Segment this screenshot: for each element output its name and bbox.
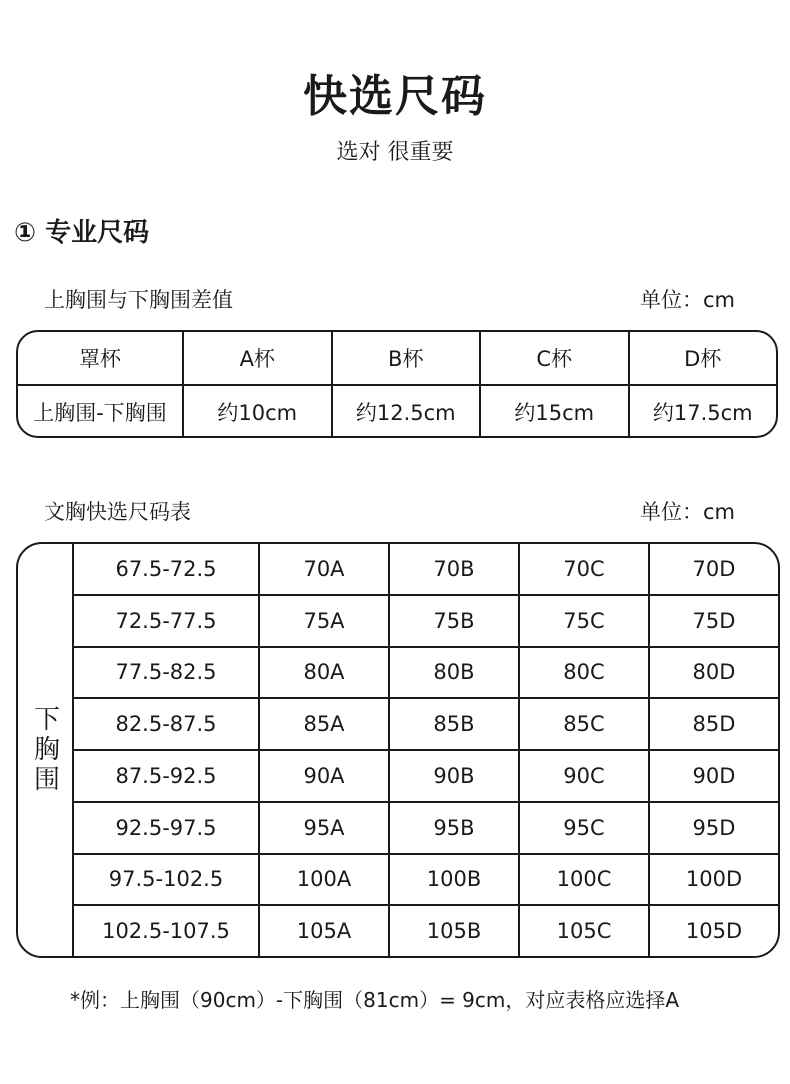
- section-title: ① 专业尺码: [14, 218, 150, 248]
- side-header-label: 下胸围: [29, 705, 60, 795]
- size-cell: 75A: [258, 596, 388, 646]
- range-cell: 87.5-92.5: [115, 763, 217, 788]
- header-cell: A杯: [182, 332, 331, 384]
- size-cell: 90C: [518, 751, 648, 801]
- table-cell: 约12.5cm: [331, 386, 480, 438]
- size-table-label: 文胸快选尺码表: [44, 500, 191, 524]
- size-cell: 100A: [258, 855, 388, 905]
- table-cell: 约10cm: [182, 386, 331, 438]
- size-cell: 105A: [258, 906, 388, 956]
- table-row: [74, 853, 778, 905]
- range-cell: 67.5-72.5: [115, 556, 217, 581]
- size-cell: 100C: [518, 855, 648, 905]
- size-cell: 95C: [518, 803, 648, 853]
- size-cell: 90B: [388, 751, 518, 801]
- size-cell: 105B: [388, 906, 518, 956]
- table-row: [74, 697, 778, 749]
- table-cell: 约15cm: [479, 386, 628, 438]
- size-cell: 70D: [648, 544, 778, 594]
- example-note: *例：上胸围（90cm）-下胸围（81cm）= 9cm，对应表格应选择A: [70, 988, 680, 1012]
- page-subtitle: 选对 很重要: [336, 140, 454, 165]
- table-header-row: [18, 332, 776, 384]
- table-cell: 约17.5cm: [628, 386, 777, 438]
- diff-table-label: 上胸围与下胸围差值: [44, 288, 233, 312]
- range-cell: 82.5-87.5: [115, 712, 217, 737]
- table-row: [74, 594, 778, 646]
- size-cell: 90D: [648, 751, 778, 801]
- size-cell: 85D: [648, 699, 778, 749]
- range-cell: 97.5-102.5: [108, 867, 224, 892]
- size-cell: 85A: [258, 699, 388, 749]
- header-cell: D杯: [628, 332, 777, 384]
- range-cell: 102.5-107.5: [102, 919, 230, 944]
- table-row: [74, 544, 778, 594]
- table-row: [74, 801, 778, 853]
- cup-difference-table: [16, 330, 778, 438]
- size-cell: 90A: [258, 751, 388, 801]
- size-cell: 95B: [388, 803, 518, 853]
- diff-table-unit: 单位：cm: [639, 288, 735, 312]
- range-cell: 77.5-82.5: [115, 660, 217, 685]
- side-header: [18, 544, 74, 956]
- size-grid: [74, 544, 778, 956]
- range-cell: 72.5-77.5: [115, 608, 217, 633]
- header-cell: C杯: [479, 332, 628, 384]
- size-cell: 70A: [258, 544, 388, 594]
- header-cell: B杯: [331, 332, 480, 384]
- size-table-unit: 单位：cm: [639, 500, 735, 524]
- size-cell: 95D: [648, 803, 778, 853]
- size-cell: 75B: [388, 596, 518, 646]
- table-row: [74, 904, 778, 956]
- size-cell: 105C: [518, 906, 648, 956]
- size-cell: 75C: [518, 596, 648, 646]
- table-row: [74, 646, 778, 698]
- header-cell: 罩杯: [79, 347, 121, 371]
- size-cell: 85B: [388, 699, 518, 749]
- range-cell: 92.5-97.5: [115, 815, 217, 840]
- page-title: 快选尺码: [303, 71, 487, 122]
- size-cell: 75D: [648, 596, 778, 646]
- size-cell: 100D: [648, 855, 778, 905]
- size-cell: 70C: [518, 544, 648, 594]
- table-row: [74, 749, 778, 801]
- size-chart-table: [16, 542, 780, 958]
- size-cell: 80C: [518, 648, 648, 698]
- size-cell: 70B: [388, 544, 518, 594]
- size-cell: 100B: [388, 855, 518, 905]
- table-row: [18, 384, 776, 438]
- size-cell: 105D: [648, 906, 778, 956]
- size-cell: 80B: [388, 648, 518, 698]
- size-cell: 80D: [648, 648, 778, 698]
- size-cell: 95A: [258, 803, 388, 853]
- row-label-cell: 上胸围-下胸围: [33, 401, 167, 425]
- size-cell: 80A: [258, 648, 388, 698]
- size-cell: 85C: [518, 699, 648, 749]
